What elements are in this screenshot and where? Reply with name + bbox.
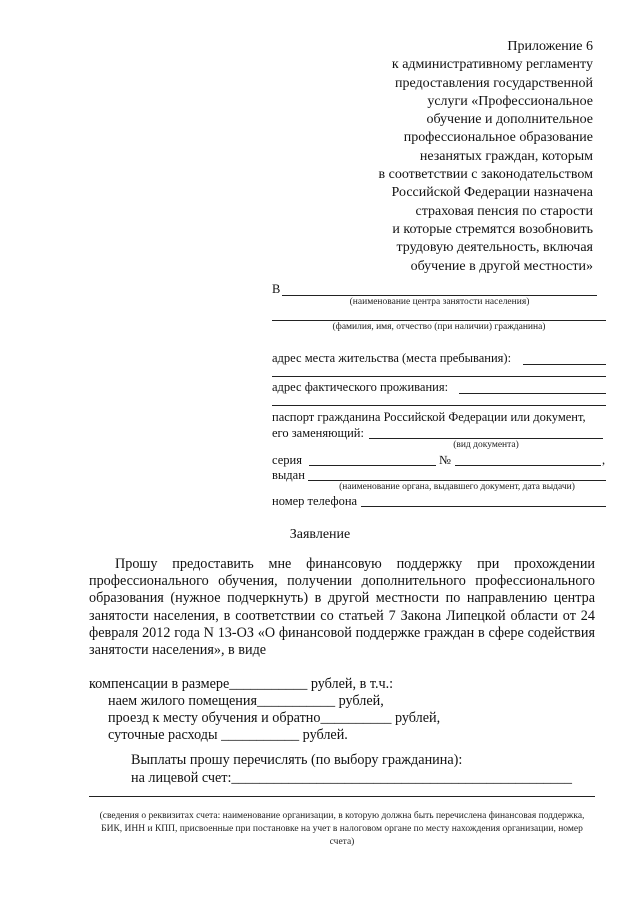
actual-address-label: адрес фактического проживания: bbox=[272, 380, 449, 394]
account-details-hint: (сведения о реквизитах счета: наименование организации, в которую должна быть перечислена финансовая поддержка, БИК, ИНН и КПП, присвоенные при постановке на учет в налоговом органе по месту нахождения организации, номер счета) bbox=[99, 811, 585, 847]
number-label: № bbox=[439, 453, 451, 467]
appendix-line: Российской Федерации назначена bbox=[391, 185, 593, 201]
appendix-line: профессиональное образование bbox=[403, 130, 593, 146]
appendix-line: страховая пенсия по старости bbox=[415, 203, 593, 219]
document-type-field[interactable] bbox=[369, 438, 603, 439]
appendix-line: в соответствии с законодательством bbox=[378, 167, 593, 183]
appendix-line: предоставления государственной bbox=[394, 75, 593, 91]
phone-field[interactable] bbox=[361, 506, 606, 507]
issuer-field[interactable] bbox=[308, 480, 606, 481]
request-paragraph: Прошу предоставить мне финансовую поддержку при прохождении профессионального обучения, получении дополнительного профессионального образования (нужное подчеркнуть) в другой местности по направлению центра занятости населения, в соответствии со статьей 7 Закона Липецкой области от 24 февраля 2012 года N 13-ОЗ «О финансовой поддержке граждан в сфере содействия занятости населения», в виде bbox=[89, 556, 595, 659]
appendix-line: к административному регламенту bbox=[391, 57, 593, 73]
actual-address-field[interactable] bbox=[459, 393, 606, 394]
issuer-hint: (наименование органа, выдавшего документ, дата выдачи) bbox=[339, 482, 575, 492]
center-name-hint: (наименование центра занятости населения) bbox=[349, 297, 530, 307]
appendix-line: обучение и дополнительное bbox=[426, 112, 593, 128]
account-field[interactable]: на лицевой счет:________________________________________________ bbox=[131, 770, 572, 786]
appendix-header bbox=[293, 38, 593, 276]
number-field[interactable] bbox=[455, 465, 601, 466]
series-label: серия bbox=[272, 453, 302, 467]
housing-line: наем жилого помещения___________ рублей, bbox=[108, 693, 384, 709]
travel-line: проезд к месту обучения и обратно__________ рублей, bbox=[108, 710, 441, 726]
request-body bbox=[89, 556, 595, 659]
appendix-line: Приложение 6 bbox=[507, 39, 593, 54]
comma: , bbox=[602, 453, 606, 467]
document-title: Заявление bbox=[289, 527, 351, 542]
appendix-line: обучение в другой местности» bbox=[410, 258, 593, 274]
residence-address-field-2[interactable] bbox=[272, 376, 606, 377]
issued-label: выдан bbox=[272, 468, 305, 482]
document-type-hint: (вид документа) bbox=[453, 440, 519, 450]
actual-address-field-2[interactable] bbox=[272, 405, 606, 406]
series-field[interactable] bbox=[309, 465, 436, 466]
passport-label-1: паспорт гражданина Российской Федерации или документ, bbox=[272, 410, 586, 424]
to-prefix: В bbox=[272, 282, 281, 296]
residence-address-field[interactable] bbox=[523, 364, 606, 365]
fio-hint: (фамилия, имя, отчество (при наличии) гражданина) bbox=[332, 322, 546, 332]
fio-field[interactable] bbox=[272, 320, 606, 321]
payment-line: Выплаты прошу перечислять (по выбору гражданина): bbox=[131, 752, 463, 768]
appendix-line: услуги «Профессиональное bbox=[427, 93, 593, 109]
daily-line: суточные расходы ___________ рублей. bbox=[108, 727, 348, 743]
phone-label: номер телефона bbox=[272, 494, 358, 508]
center-name-field[interactable] bbox=[282, 295, 597, 296]
residence-address-label: адрес места жительства (места пребывания): bbox=[272, 351, 512, 365]
account-details-field[interactable] bbox=[89, 796, 595, 797]
appendix-line: и которые стремятся возобновить bbox=[392, 221, 593, 237]
appendix-line: незанятых граждан, которым bbox=[419, 148, 593, 164]
compensation-line: компенсации в размере___________ рублей, в т.ч.: bbox=[89, 676, 394, 692]
passport-label-2: его заменяющий: bbox=[272, 426, 364, 440]
appendix-line: трудовую деятельность, включая bbox=[396, 240, 593, 256]
